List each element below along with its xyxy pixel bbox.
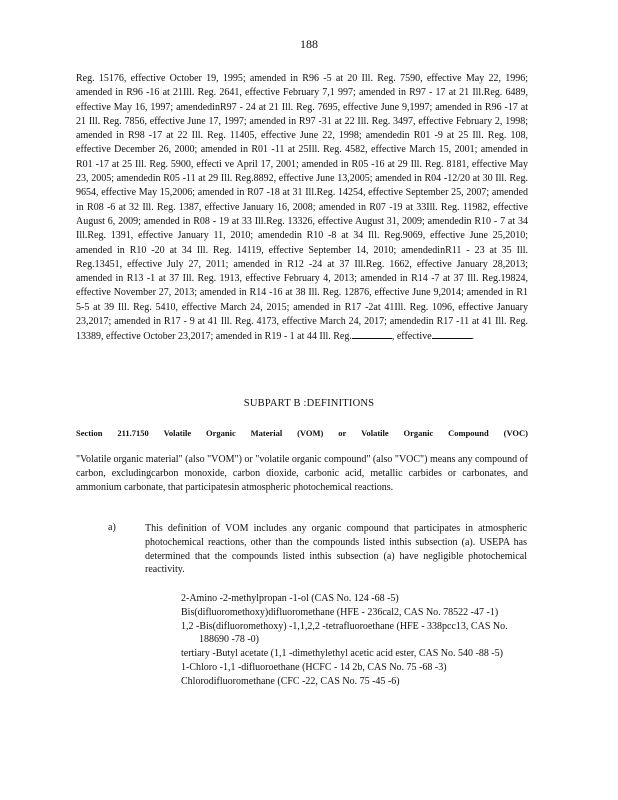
- compound-item: 2-Amino -2-methylpropan -1-ol (CAS No. 124 -68 -5): [181, 593, 399, 604]
- section-heading-word: (VOM): [297, 428, 324, 438]
- history-separator: ,: [391, 331, 395, 343]
- section-heading-word: Compound: [448, 428, 489, 438]
- subpart-heading: SUBPART B :DEFINITIONS: [243, 398, 375, 409]
- blank-line: [352, 329, 392, 339]
- compound-item: 1-Chloro -1,1 -difluoroethane (HCFC - 14 2b, CAS No. 75 -68 -3): [181, 661, 447, 673]
- blank-line: [432, 329, 472, 339]
- compound-list: [181, 592, 531, 689]
- definition-paragraph: "Volatile organic material" (also "VOM") or "volatile organic compound" (also "VOC") means any compound of carbon, excludingcarbon monoxide, carbon dioxide, carbonic acid, metallic carbides or carbonates, and ammonium carbonate, that participatesin atmospheric photochemical reactions.: [76, 454, 529, 493]
- subsection-text: This definition of VOM includes any organic compound that participates in atmospheric photochemical reactions, other than the compounds listed inthis subsection (a). USEPA has determined that the compounds listed inthis subsection (a) have negligible photochemical reactivity.: [145, 523, 527, 576]
- page-number: 188: [300, 37, 318, 51]
- amendment-history-text: Reg. 15176, effective October 19, 1995; amended in R96 -5 at 20 Ill. Reg. 7590, effective May 22, 1996; amended in R96 -16 at 21Ill. Reg. 2641, effective February 7,1 997; amended in R97 - 17 at 21 Ill.Reg. 6489, effective May 16, 1997; amendedinR97 - 24 at 21 Ill. Reg. 7695, effective June 9,1997; amended in R96 -17 at 21 Ill. Reg. 7856, effective June 17, 1997; amended in R97 -31 at 22 Ill. Reg. 3497, effective February 2, 1998; amended in R98 -17 at 22 Ill. Reg. 11405, effective June 22, 1998; amendedin R01 -9 at 25 Ill. Reg. 108, effective December 26, 2000; amended in R01 -11 at 25Ill. Reg. 4582, effective March 15, 2001; amended in R01 -17 at 25 Ill. Reg. 5900, effecti ve April 17, 2001; amended in R05 -16 at 29 Ill. Reg. 8181, effective May 23, 2005; amendedin R05 -11 at 29 Ill. Reg.8892, effective June 13,2005; amended in R04 -12/20 at 30 Ill. Reg. 9654, effective May 15,2006; amended in R07 -18 at 31 Ill.Reg. 14254, effective September 25, 2007; amended in R08 -6 at 32 Ill. Reg. 1387, effective January 16, 2008; amended in R07 -19 at 33Ill. Reg. 11982, effective August 6, 2009; amended in R08 - 19 at 33 Ill.Reg. 13326, effective August 31, 2009; amendedin R10 - 7 at 34 Ill.Reg. 1391, effective January 11, 2010; amendedin R10 -8 at 34 Ill. Reg.9069, effective June 25,2010; amended in R10 -20 at 34 Ill. Reg. 14119, effective September 14, 2010; amendedinR11 - 23 at 35 Ill. Reg.13451, effective July 27, 2011; amended in R12 -24 at 37 Ill.Reg. 1662, effective January 28,2013; amended in R13 -1 at 37 Ill. Reg. 1913, effective February 4, 2013; amended in R14 -7 at 37 Ill. Reg.19824, effective November 27, 2013; amended in R14 -16 at 38 Ill. Reg. 12876, effective June 9,2014; amended in R1 5-5 at 39 Ill. Reg. 5410, effective March 24, 2015; amended in R17 -2at 41Ill. Reg. 1096, effective January 23,2017; amended in R17 - 9 at 41 Ill. Reg. 4173, effective March 24, 2017; amendedin R17 -11 at 41 Ill. Reg. 13389, effective October 23,2017; amended in R19 - 1 at 44 Ill. Reg.: [76, 73, 528, 343]
- compound-item: tertiary -Butyl acetate (1,1 -dimethylethyl acetic acid ester, CAS No. 540 -88 -5): [181, 648, 503, 660]
- section-heading-word: Section: [76, 428, 103, 438]
- compound-item: Chlorodifluoromethane (CFC -22, CAS No. 75 -45 -6): [181, 675, 400, 687]
- section-heading-word: Organic: [205, 428, 236, 438]
- section-heading-word: Organic: [403, 428, 434, 438]
- subsection-label: a): [108, 522, 116, 533]
- section-heading-word: Volatile: [361, 428, 389, 438]
- section-heading-word: Material: [250, 428, 283, 438]
- section-heading-word: (VOC): [503, 428, 528, 438]
- amendment-history-paragraph: [76, 72, 528, 345]
- section-heading-word: 211.7150: [117, 428, 149, 438]
- section-heading-word: Volatile: [163, 428, 192, 438]
- history-period: .: [471, 331, 475, 343]
- compound-item: 1,2 -Bis(difluoromethoxy) -1,1,2,2 -tetrafluoroethane (HFE - 338pcc13, CAS No. 188690 -78 -0): [181, 620, 508, 646]
- compound-item: Bis(difluoromethoxy)difluoromethane (HFE - 236cal2, CAS No. 78522 -47 -1): [181, 606, 499, 618]
- history-effective: effective: [396, 331, 432, 343]
- section-heading: [76, 428, 528, 438]
- section-heading-word: or: [338, 428, 347, 438]
